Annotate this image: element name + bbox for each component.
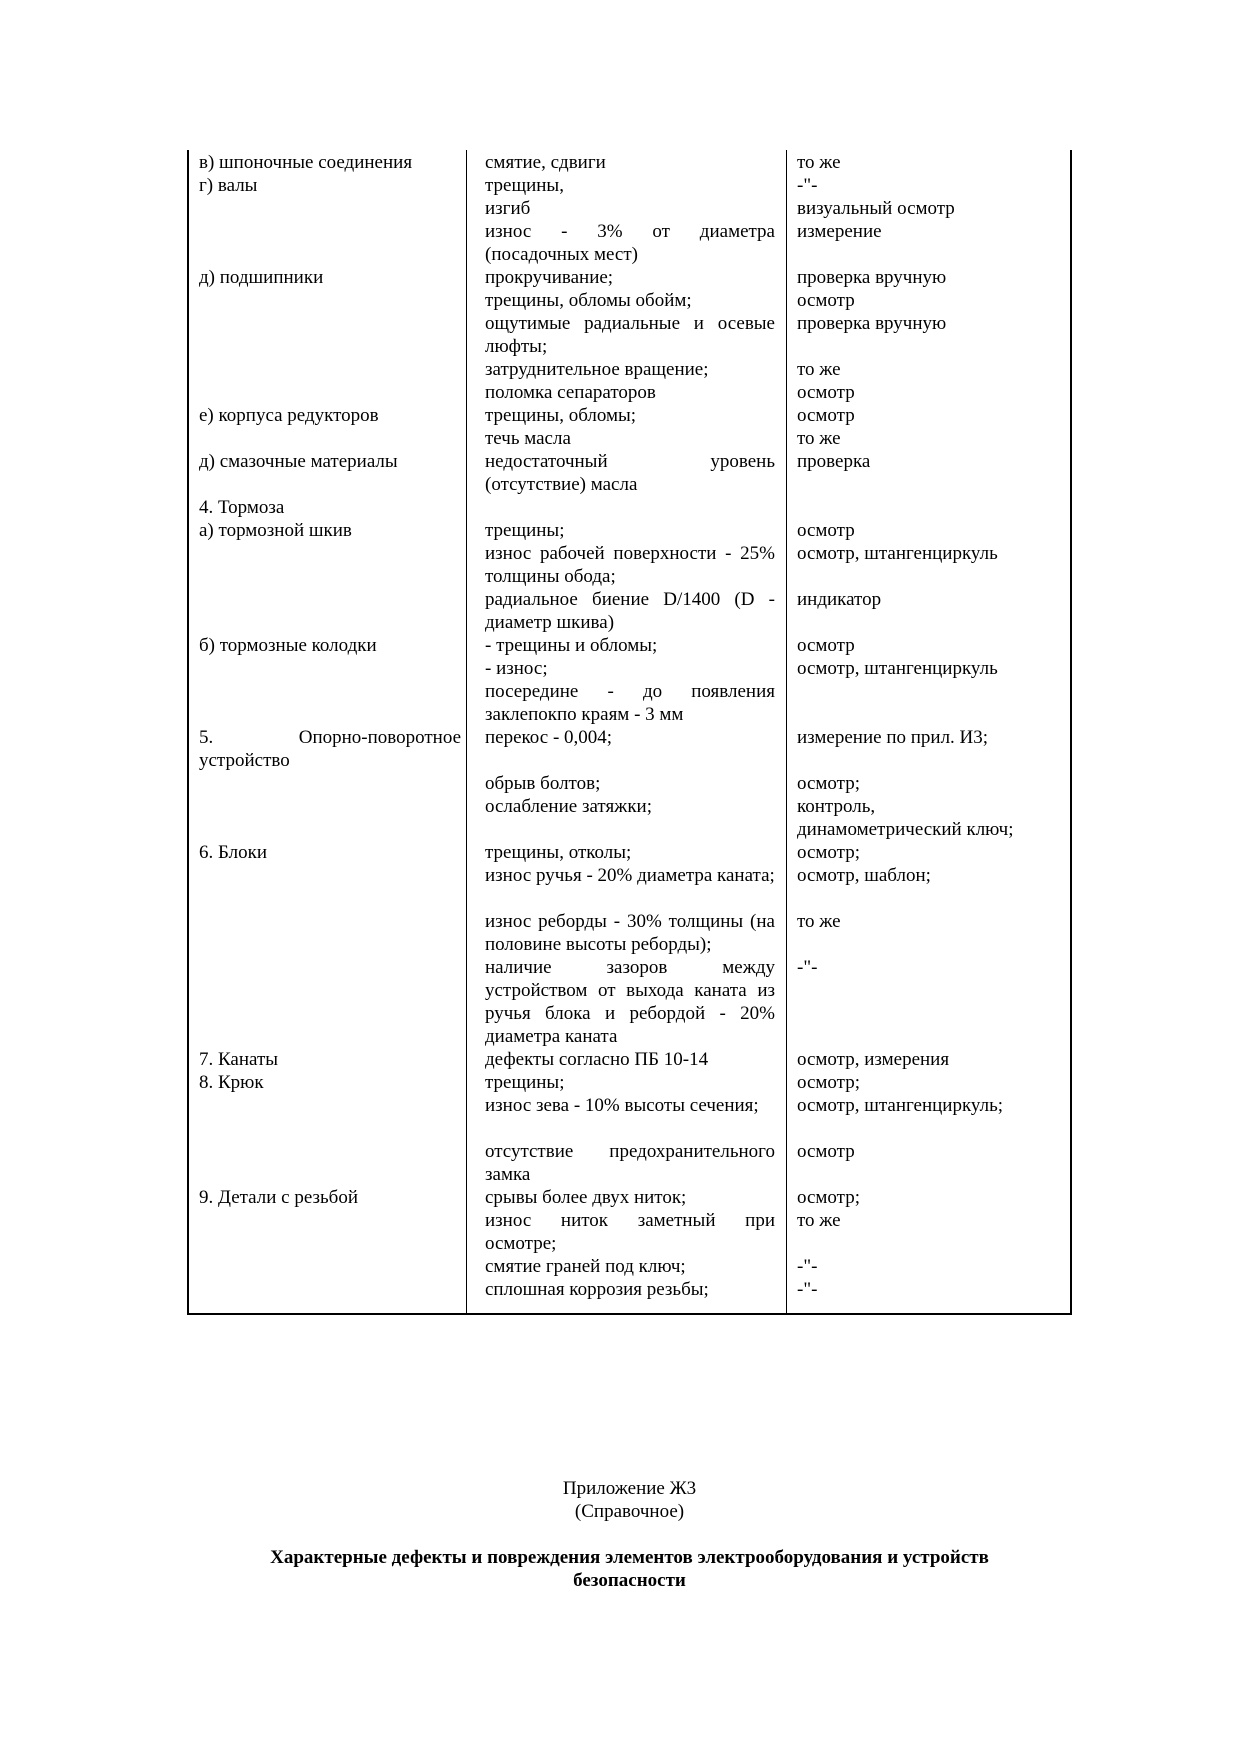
defect-description: смятие, сдвиги [485,152,606,173]
inspection-method: проверка [797,451,871,472]
defect-description: трещины, [485,175,564,196]
defect-description: трещины, обломы; [485,405,637,426]
defect-description: течь масла [485,428,571,449]
defect-description: износ реборды - 30% толщины (на половине высоты реборды); [485,911,775,955]
defect-description: наличие зазоров между устройством от выхода каната из ручья блока и ребордой - 20% диаметра каната [485,957,775,1047]
defect-element: 9. Детали с резьбой [199,1187,359,1208]
inspection-method: осмотр; [797,1187,860,1208]
defect-element: 5. Опорно-поворотное [199,727,461,748]
defect-description: - трещины и обломы; [485,635,658,656]
inspection-method: осмотр, штангенциркуль [797,543,998,564]
inspection-method: -"- [797,1256,818,1277]
inspection-method: осмотр [797,1141,855,1162]
inspection-method: индикатор [797,589,882,610]
inspection-method: то же [797,359,841,380]
inspection-method: -"- [797,1279,818,1300]
defect-description: износ зева - 10% высоты сечения; [485,1095,759,1116]
defect-element: 4. Тормоза [199,497,285,518]
defect-description: изгиб [485,198,531,219]
inspection-method: то же [797,152,841,173]
defect-description: смятие граней под ключ; [485,1256,686,1277]
inspection-method: -"- [797,175,818,196]
appendix-title-line1: Характерные дефекты и повреждения элементов электрооборудования и устройств [270,1547,989,1568]
defect-description: - износ; [485,658,548,679]
inspection-method: измерение [797,221,882,242]
defect-element: 7. Канаты [199,1049,279,1070]
inspection-method: осмотр; [797,773,860,794]
defect-description: затруднительное вращение; [485,359,709,380]
inspection-method: осмотр, штангенциркуль [797,658,998,679]
defect-description: сплошная коррозия резьбы; [485,1279,709,1300]
inspection-method: осмотр, шаблон; [797,865,931,886]
defect-element: б) тормозные колодки [199,635,377,656]
defect-description: поломка сепараторов [485,382,656,403]
appendix-type: (Справочное) [574,1501,685,1522]
defect-description: прокручивание; [485,267,614,288]
inspection-method: осмотр [797,635,855,656]
inspection-method: проверка вручную [797,313,947,334]
defect-description: недостаточный уровень (отсутствие) масла [485,451,775,495]
defect-description: износ ручья - 20% диаметра каната; [485,865,775,886]
defect-element: 8. Крюк [199,1072,264,1093]
column-divider-2 [786,150,787,1313]
inspection-method: осмотр, измерения [797,1049,950,1070]
inspection-method: то же [797,911,841,932]
defect-description: перекос - 0,004; [485,727,613,748]
inspection-method: осмотр; [797,842,860,863]
defect-description: отсутствие предохранительного замка [485,1141,775,1185]
defect-element: г) валы [199,175,258,196]
defect-description: срывы более двух ниток; [485,1187,687,1208]
defect-description: трещины; [485,520,565,541]
inspection-method: осмотр [797,382,855,403]
appendix-title-line2: безопасности [573,1570,686,1591]
inspection-method: проверка вручную [797,267,947,288]
defect-element: д) подшипники [199,267,324,288]
appendix-label: Приложение Ж3 [562,1478,697,1499]
defect-description: износ ниток заметный при осмотре; [485,1210,775,1254]
defect-description: радиальное биение D/1400 (D - диаметр шкива) [485,589,775,633]
defect-description: ослабление затяжки; [485,796,652,817]
inspection-method: осмотр, штангенциркуль; [797,1095,1004,1116]
defect-description: обрыв болтов; [485,773,601,794]
inspection-method: измерение по прил. И3; [797,727,989,748]
inspection-method: то же [797,1210,841,1231]
inspection-method: визуальный осмотр [797,198,955,219]
inspection-method: -"- [797,957,818,978]
defect-description: трещины, отколы; [485,842,632,863]
defect-element: устройство [199,750,290,771]
defect-element: 6. Блоки [199,842,268,863]
inspection-method: контроль, [797,796,876,817]
defect-element: а) тормозной шкив [199,520,352,541]
inspection-method: то же [797,428,841,449]
inspection-method: динамометрический ключ; [797,819,1014,840]
column-divider-1 [466,150,467,1313]
defect-element: е) корпуса редукторов [199,405,379,426]
defect-description: посередине - до появления заклепокпо краям - 3 мм [485,681,775,725]
defect-element: д) смазочные материалы [199,451,398,472]
inspection-method: осмотр [797,290,855,311]
inspection-method: осмотр [797,520,855,541]
defect-element: в) шпоночные соединения [199,152,413,173]
inspection-method: осмотр [797,405,855,426]
inspection-method: осмотр; [797,1072,860,1093]
defect-description: износ - 3% от диаметра (посадочных мест) [485,221,775,265]
defect-description: ощутимые радиальные и осевые люфты; [485,313,775,357]
defect-description: дефекты согласно ПБ 10-14 [485,1049,709,1070]
defect-description: трещины, обломы обойм; [485,290,692,311]
defect-description: трещины; [485,1072,565,1093]
defect-description: износ рабочей поверхности - 25% толщины обода; [485,543,775,587]
